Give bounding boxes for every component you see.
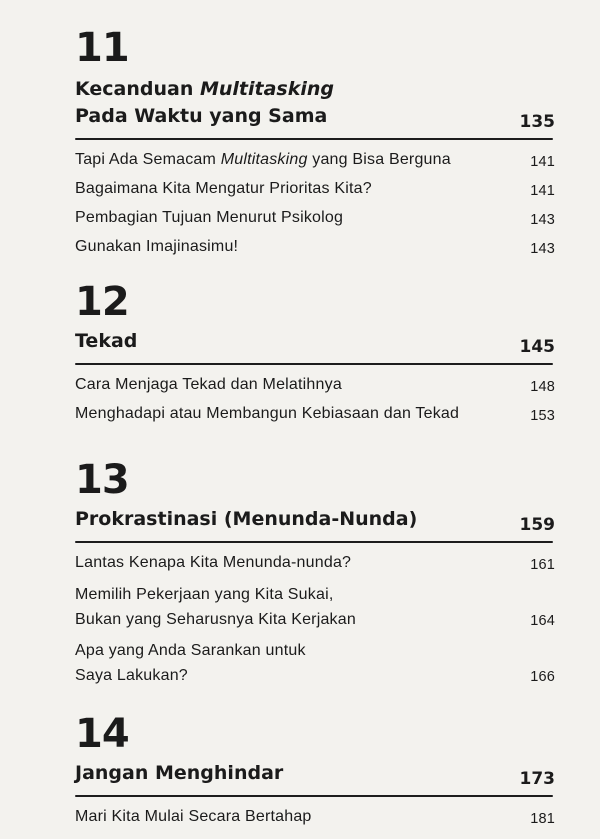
chapter-number: 12 (75, 279, 129, 325)
chapter-12 (75, 279, 555, 433)
entry-page-number: 153 (530, 408, 555, 424)
entry-page-number: 161 (530, 557, 555, 573)
entry-page-number: 143 (530, 241, 555, 257)
toc-entry[interactable]: Mari Kita Mulai Secara Bertahap 181 (75, 808, 555, 827)
entry-list (75, 150, 555, 257)
entry-list (75, 807, 555, 827)
toc-entry[interactable]: Gunakan Imajinasimu! 143 (75, 238, 555, 257)
divider (75, 138, 553, 140)
divider (75, 795, 553, 797)
toc-entry[interactable]: Tapi Ada Semacam Multitasking yang Bisa Berguna 141 (75, 151, 555, 170)
toc-entry[interactable]: Cara Menjaga Tekad dan Melatihnya 148 (75, 376, 555, 395)
entry-page-number: 143 (530, 212, 555, 228)
toc-entry[interactable]: Lantas Kenapa Kita Menunda-nunda? 161 (75, 554, 555, 573)
entry-list (75, 375, 555, 424)
chapter-title: Kecanduan Multitasking Pada Waktu yang Sama (75, 78, 335, 127)
entry-page-number: 166 (530, 669, 555, 685)
entry-page-number: 141 (530, 183, 555, 199)
toc-entry[interactable]: Apa yang Anda Sarankan untuk Saya Lakukan? 166 (75, 638, 555, 688)
divider (75, 363, 553, 365)
chapter-11 (75, 25, 555, 266)
chapter-14 (75, 711, 555, 836)
entry-page-number: 181 (530, 811, 555, 827)
entry-page-number: 141 (530, 154, 555, 170)
chapter-number: 14 (75, 711, 129, 757)
chapter-title: Prokrastinasi (Menunda-Nunda) (75, 508, 418, 530)
chapter-page-number: 145 (519, 337, 555, 357)
chapter-page-number: 173 (519, 769, 555, 789)
chapter-13 (75, 457, 555, 694)
chapter-title: Jangan Menghindar (75, 762, 284, 784)
chapter-number: 13 (75, 457, 129, 503)
chapter-page-number: 135 (519, 112, 555, 132)
toc-entry[interactable]: Menghadapi atau Membangun Kebiasaan dan Tekad 153 (75, 405, 555, 424)
toc-entry[interactable]: Memilih Pekerjaan yang Kita Sukai, Bukan yang Seharusnya Kita Kerjakan 164 (75, 582, 555, 632)
entry-list (75, 553, 555, 688)
toc-entry[interactable]: Bagaimana Kita Mengatur Prioritas Kita? 141 (75, 180, 555, 199)
toc-entry[interactable]: Pembagian Tujuan Menurut Psikolog 143 (75, 209, 555, 228)
divider (75, 541, 553, 543)
entry-page-number: 148 (530, 379, 555, 395)
chapter-title: Tekad (75, 330, 138, 352)
chapter-page-number: 159 (519, 515, 555, 535)
chapter-number: 11 (75, 25, 129, 71)
entry-page-number: 164 (530, 613, 555, 629)
